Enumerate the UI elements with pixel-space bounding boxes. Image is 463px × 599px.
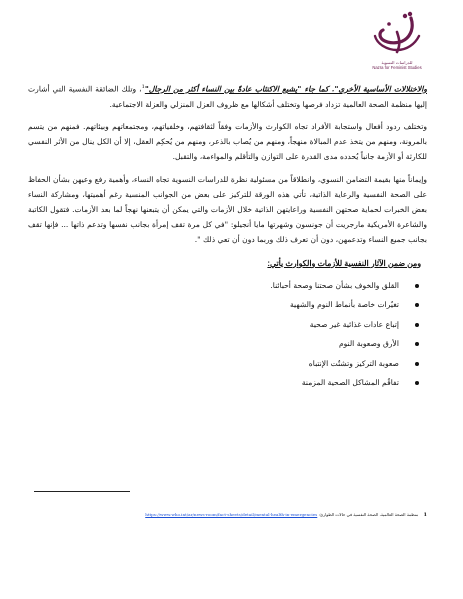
list-item: القلق والخوف بشأن صحتنا وصحة أحبائنا. <box>28 279 419 293</box>
who-quote: والاختلالات الأساسية الأخرى". كما جاء "يشيع الاكتئاب عادةً بين النساء أكثر من الرجال" <box>144 84 427 94</box>
list-item: صعوبة التركيز وتشتُت الإنتباه <box>28 357 419 371</box>
document-body <box>28 80 427 396</box>
bullet-icon <box>415 284 419 288</box>
bullet-icon <box>415 342 419 346</box>
paragraph-1 <box>28 80 427 112</box>
list-item: الأرق وصعوبة النوم <box>28 337 419 351</box>
footnote-divider <box>34 491 130 492</box>
paragraph-1-text: ، وتلك الضائقة النفسية التي أشارت إليها منظمة الصحة العالمية تزداد فرصها وتختلف أشكالها مع ظروف العزل المنزلي والعزلة الاجتماعية. <box>28 84 427 109</box>
nazra-logo <box>367 10 427 76</box>
list-item: تغيُرات خاصة بأنماط النوم والشهية <box>28 298 419 312</box>
bullet-icon <box>415 303 419 307</box>
logo-subtitle-en: Nazra for Feminist Studies <box>372 65 422 70</box>
footnote <box>7 512 427 518</box>
section-heading: ومن ضمن الآثار النفسية للأزمات والكوارث يأتي: <box>267 258 421 268</box>
footnote-text: منظمة الصحة العالمية، الصحة النفسية في حالات الطوارئ: <box>318 512 419 517</box>
list-item: إتباع عادات غذائية غير صحية <box>28 318 419 332</box>
logo-subtitle-ar: للدراسات النسوية <box>381 60 413 65</box>
footnote-ref[interactable]: 1 <box>141 84 145 90</box>
nazra-logo-mark <box>367 10 427 60</box>
effects-list <box>28 279 427 391</box>
footnote-number: 1 <box>423 512 427 518</box>
footnote-link[interactable]: https://www.who.int/ar/news-room/fact-sheets/detail/mental-health-in-emergencies <box>145 512 318 517</box>
bullet-icon <box>415 381 419 385</box>
list-item: تفاقُم المشاكل الصحية المزمنة <box>28 376 419 390</box>
bullet-icon <box>415 362 419 366</box>
paragraph-3: وإيماناً منها بقيمة التضامن النسوي، وانطلاقاً من مسئولية نظرة للدراسات النسوية تجاه النساء، وأهمية رفع وعيهن بشأن الحفاظ على الصحة النفسية والرعاية الذاتية، تأتي هذه الورقة للتركيز على بعض من الجوانب المنسية رغم أهميتها، ومشاركة النساء بعض الخبرات لحماية صحتهن النفسية وراعايتهن الذاتية خلال الأزمات والتي يمكن أن يتبعنها نهجاً لما بعد الأزمات. فتقول الكاتبة والشاعرة الأمريكية مارجريت أن جونسون وشهرتها مايا أنجيلو: "في كل مرة تقف إمرأة بجانب نفسها وتدعم ذاتها ... فإنها تقف بجانب جميع النساء وتدعمهن، دون أن تعرف ذلك وربما دون أن تعي ذلك ". <box>28 174 427 245</box>
paragraph-2: وتختلف ردود أفعال واستجابة الأفراد تجاه الكوارث والأزمات وفقاً لثقافتهم، وخلفياتهم، ومجتمعاتهم وبيئاتهم. فمنهم من يتسم بالمرونة، ومنهم من يتخذ عدم المبالاة منهجاً، ومنهم من يُصاب بالذعر، ومنهم من يُحكِم العقل، إلا أن الكل ينال من الأثر النفسي للكارثة أو الأزمة جانباً يُحدده مدى القدرة على التوازن والتأقلم والمواءمة، والتقبل. <box>28 121 427 162</box>
bullet-icon <box>415 323 419 327</box>
